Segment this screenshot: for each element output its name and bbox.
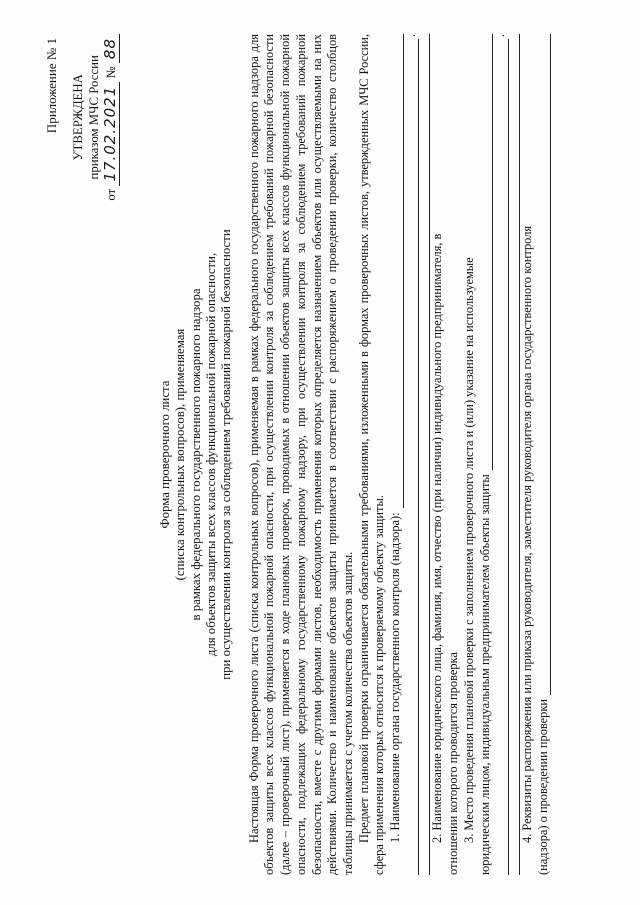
item-4-label: 4. Реквизиты распоряжения или приказа руководителя, заместителя руководителя органа государственного контроля	[519, 225, 534, 843]
annex-label: Приложение № 1	[44, 38, 59, 134]
item-1-fill-line[interactable]	[391, 34, 404, 508]
handwritten-date: 17.02.2021	[101, 82, 120, 186]
item-1	[388, 34, 419, 875]
item-3-label: 3. Место проведения плановой проверки с заполнением проверочного листа и (или) указание на используемые	[461, 257, 476, 843]
document-body	[247, 34, 552, 875]
item-1-fill-line-2[interactable]	[406, 39, 419, 875]
title-line-5: при осуществлении контроля за соблюдением требований пожарной безопасности	[219, 229, 234, 680]
item-1-end-dot: .	[403, 34, 418, 38]
item-3-fill-line[interactable]	[480, 34, 493, 470]
title-line-1: Форма проверочного листа	[157, 380, 172, 529]
title-line-4: для объектов защиты всех классов функциональной пожарной опасности,	[203, 252, 218, 657]
item-3-fill-line-2[interactable]	[496, 39, 509, 875]
item-4-fill-line[interactable]	[538, 34, 551, 695]
item-3-label-cont: юридическим лицом, индивидуальным предпринимателем объекты защиты	[477, 474, 492, 875]
item-3	[462, 34, 509, 875]
separator-1	[419, 34, 430, 875]
order-date-line	[102, 34, 119, 201]
number-prefix: №	[104, 66, 118, 79]
approved-label: УТВЕРЖДЕНА	[71, 74, 85, 161]
handwritten-number: 88	[101, 34, 120, 63]
item-4	[520, 34, 551, 875]
title-line-2: (списка контрольных вопросов), применяемая	[173, 328, 188, 581]
item-2	[430, 34, 461, 875]
from-prefix: от	[104, 188, 118, 201]
item-4-label-cont: (надзора) о проведении проверки	[535, 698, 550, 875]
item-1-label: 1. Наименование органа государственного контроля (надзора):	[388, 512, 403, 843]
order-label: приказом МЧС России	[87, 55, 101, 180]
form-title	[158, 34, 235, 875]
title-line-3: в рамках федерального государственного пожарного надзора	[188, 288, 203, 621]
approval-block	[70, 34, 119, 201]
item-2-label: 2. Наименование юридического лица, фамилия, имя, отчество (при наличии) индивидуального предпринимателя, в	[430, 233, 445, 843]
item-3-end-dot: .	[493, 34, 508, 38]
scope-paragraph: Предмет плановой проверки ограничивается обязательными требованиями, изложенными в формах проверочных листов, утвержденных МЧС России, сфера применения которых относится к проверяемому объекту защиты.	[356, 34, 387, 875]
separator-2	[509, 34, 520, 875]
intro-paragraph: Настоящая Форма проверочного листа (списка контрольных вопросов), применяемая в рамках федерального государственного пожарного надзора для объектов защиты всех классов функциональной пожарной опасности, при осуществлении контроля за соблюдением требований пожарной безопасности (далее – проверочный лист), применяется в ходе плановых проверок, проводимых в отношении объектов защиты всех классов функциональной пожарной опасности, подлежащих федеральному государственному пожарному надзору, при осуществлении контроля за соблюдением требований пожарной безопасности, вместе с другими формами листов, необходимость применения которых определяется назначением объектов или осуществляемыми на них действиями. Количество и наименование объектов защиты принимается в соответствии с распоряжением о проведении проверки, количество столбцов таблицы принимается с учетом количества объектов защиты.	[246, 34, 355, 875]
item-2-label-cont: отношении которого проводится проверка	[446, 652, 461, 875]
